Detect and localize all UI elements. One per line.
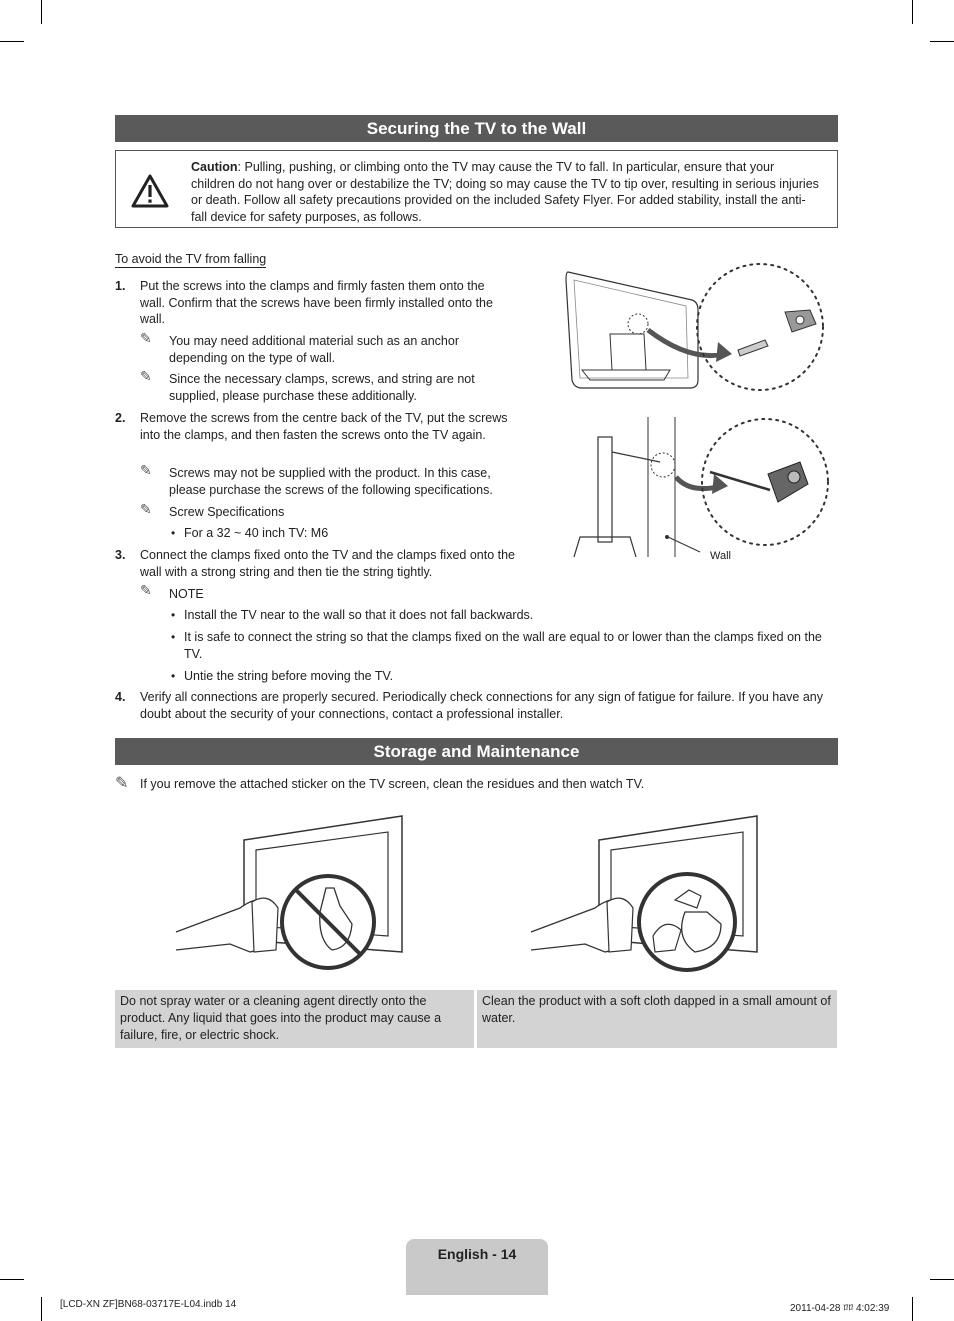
step-text: Remove the screws from the centre back of the TV, put the screws into the clamps, and then fasten the screws onto the TV again. — [140, 411, 508, 442]
bullet-text: For a 32 ~ 40 inch TV: M6 — [184, 526, 329, 540]
spray-prohibited-illustration — [170, 812, 410, 977]
crop-mark — [912, 1297, 913, 1321]
note-text: Screw Specifications — [169, 505, 285, 519]
print-timestamp: 2011-04-28 ﾛﾛ 4:02:39 — [790, 1303, 890, 1314]
note-text: Screws may not be supplied with the product. In this case, please purchase the screws of the following specifications. — [169, 466, 493, 497]
storage-note: If you remove the attached sticker on the TV screen, clean the residues and then watch TV. — [140, 777, 645, 791]
soft-cloth-illustration — [525, 812, 765, 977]
caution-box — [115, 150, 838, 228]
wall-mount-illustration — [560, 262, 845, 562]
section-title-wall: Securing the TV to the Wall — [115, 115, 838, 142]
bullet: • — [171, 630, 176, 644]
step-number: 2. — [115, 411, 126, 425]
note-icon: ✎ — [140, 462, 152, 478]
bullet: • — [171, 669, 176, 683]
note-icon: ✎ — [140, 501, 152, 517]
page-number: English - 14 — [437, 1246, 517, 1262]
bullet: • — [171, 526, 176, 540]
step-number: 1. — [115, 279, 126, 293]
warning-icon — [130, 173, 170, 209]
note-icon: ✎ — [140, 330, 152, 346]
bullet-text: Install the TV near to the wall so that it does not fall backwards. — [184, 608, 534, 622]
caution-text — [191, 159, 821, 225]
crop-mark — [0, 1279, 24, 1280]
step-text: Put the screws into the clamps and firmly fasten them onto the wall. Confirm that the screws have been firmly installed onto the wall. — [140, 279, 493, 326]
caution-body: : Pulling, pushing, or climbing onto the TV may cause the TV to fall. In particular, ensure that your children do not hang over or destabilize the TV; doing so may cause the TV to tip over, resulting in serious injuries or death. Follow all safety precautions provided on the included Safety Flyer. For added stability, install the anti-fall device for safety purposes, as follows. — [191, 160, 819, 224]
crop-mark — [930, 1279, 954, 1280]
wall-label: Wall — [710, 550, 731, 562]
note-icon: ✎ — [140, 368, 152, 384]
bullet-text: Untie the string before moving the TV. — [184, 669, 394, 683]
bullet-text: It is safe to connect the string so that the clamps fixed on the wall are equal to or lower than the clamps fixed on the TV. — [184, 630, 822, 661]
note-text: NOTE — [169, 587, 204, 601]
crop-mark — [930, 41, 954, 42]
crop-mark — [912, 0, 913, 24]
step-number: 3. — [115, 548, 126, 562]
note-text: You may need additional material such as an anchor depending on the type of wall. — [169, 334, 460, 365]
file-info: [LCD-XN ZF]BN68-03717E-L04.indb 14 — [60, 1299, 237, 1310]
note-icon: ✎ — [140, 582, 152, 598]
subheading-avoid-falling: To avoid the TV from falling — [115, 252, 267, 266]
caption-do-not-spray: Do not spray water or a cleaning agent directly onto the product. Any liquid that goes into the product may cause a failure, fire, or electric shock. — [115, 990, 474, 1048]
step-number: 4. — [115, 690, 126, 704]
step-text: Connect the clamps fixed onto the TV and the clamps fixed onto the wall with a strong string and then tie the string tightly. — [140, 548, 515, 579]
note-icon: ✎ — [115, 775, 129, 792]
caption-soft-cloth: Clean the product with a soft cloth dapped in a small amount of water. — [477, 990, 837, 1048]
bullet: • — [171, 608, 176, 622]
crop-mark — [41, 1297, 42, 1321]
crop-mark — [0, 41, 24, 42]
caution-label: Caution — [191, 160, 238, 174]
crop-mark — [41, 0, 42, 24]
note-text: Since the necessary clamps, screws, and string are not supplied, please purchase these additionally. — [169, 372, 475, 403]
section-title-storage: Storage and Maintenance — [115, 738, 838, 765]
step-text: Verify all connections are properly secured. Periodically check connections for any sign of fatigue for failure. If you have any doubt about the security of your connections, contact a professional installer. — [140, 690, 824, 721]
